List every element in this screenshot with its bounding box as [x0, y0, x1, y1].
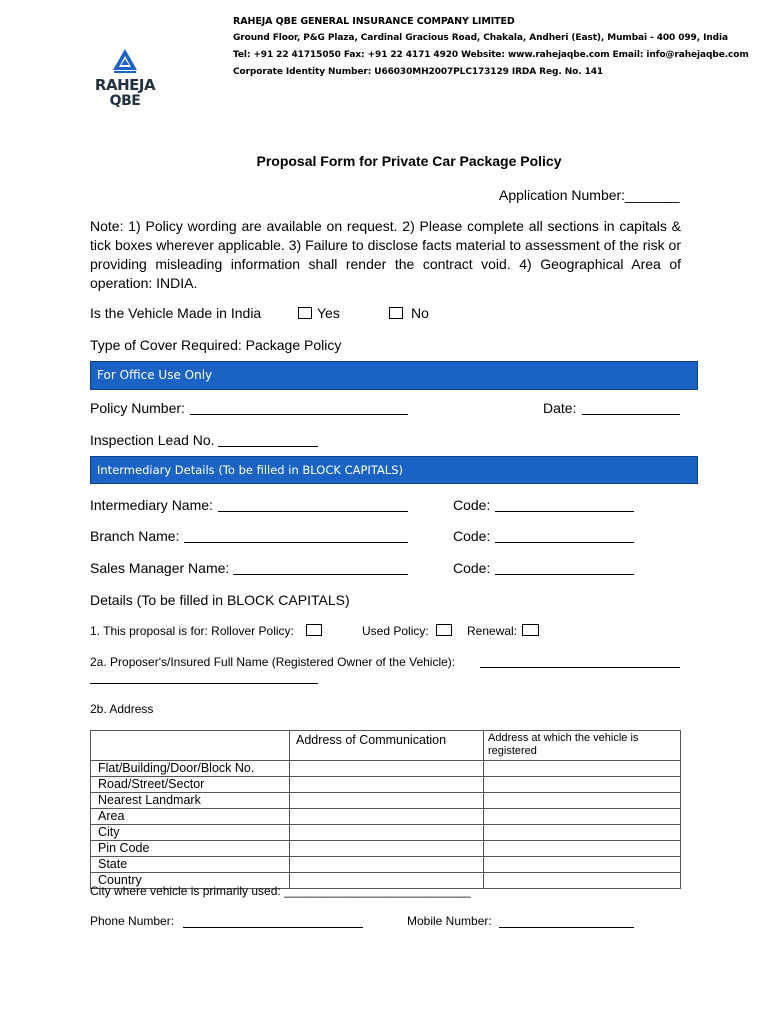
rollover-policy-checkbox[interactable]: [306, 624, 322, 636]
communication-cell[interactable]: [290, 857, 484, 873]
table-row: [91, 841, 681, 857]
company-contact: Tel: +91 22 41715050 Fax: +91 22 4171 4920 Website: www.rahejaqbe.com Email: info@rahejaqbe.com: [233, 50, 749, 60]
sales-manager-label: Sales Manager Name:: [90, 560, 230, 576]
sales-manager-code-field[interactable]: [495, 574, 634, 575]
application-number: Application Number:_______: [499, 187, 680, 203]
policy-number-field[interactable]: [190, 414, 408, 415]
logo-mark-icon: [92, 48, 158, 78]
table-row: [91, 825, 681, 841]
table-row: [91, 777, 681, 793]
row-label: State: [91, 857, 290, 873]
row-label: Road/Street/Sector: [91, 777, 290, 793]
used-policy-checkbox[interactable]: [436, 624, 452, 636]
company-cin: Corporate Identity Number: U66030MH2007PLC173129 IRDA Reg. No. 141: [233, 67, 604, 77]
made-in-india-no-checkbox[interactable]: [389, 307, 403, 319]
row-label: Nearest Landmark: [91, 793, 290, 809]
row-label: Country: [91, 873, 290, 889]
table-row: [91, 761, 681, 777]
registered-cell[interactable]: [484, 761, 681, 777]
no-label: No: [411, 305, 429, 321]
used-policy-label: Used Policy:: [362, 624, 429, 638]
registered-cell[interactable]: [484, 841, 681, 857]
sales-manager-field[interactable]: [233, 574, 408, 575]
branch-code-label: Code:: [453, 528, 491, 544]
registered-cell[interactable]: [484, 809, 681, 825]
registered-cell[interactable]: [484, 793, 681, 809]
intermediary-bar: [90, 456, 698, 484]
logo-text-qbe: QBE: [109, 93, 141, 109]
intermediary-name-label: Intermediary Name:: [90, 497, 213, 513]
office-use-bar: [90, 361, 698, 390]
communication-cell[interactable]: [290, 825, 484, 841]
form-title: Proposal Form for Private Car Package Policy: [256, 153, 562, 169]
table-row: [91, 857, 681, 873]
phone-number-label: Phone Number:: [90, 914, 175, 928]
address-header-blank: [91, 731, 290, 761]
address-label: 2b. Address: [90, 702, 154, 716]
intermediary-name-field[interactable]: [218, 511, 408, 512]
renewal-checkbox[interactable]: [522, 624, 539, 636]
branch-code-field[interactable]: [495, 542, 634, 543]
yes-label: Yes: [317, 305, 340, 321]
city-primary-use-label: City where vehicle is primarily used: ____________________________: [90, 884, 471, 898]
row-label: Flat/Building/Door/Block No.: [91, 761, 290, 777]
communication-cell[interactable]: [290, 793, 484, 809]
registered-cell[interactable]: [484, 777, 681, 793]
row-label: Pin Code: [91, 841, 290, 857]
mobile-number-field[interactable]: [499, 927, 634, 928]
policy-number-label: Policy Number:: [90, 400, 185, 416]
intermediary-code-label: Code:: [453, 497, 491, 513]
details-heading: Details (To be filled in BLOCK CAPITALS): [90, 592, 350, 608]
intermediary-code-field[interactable]: [495, 511, 634, 512]
communication-cell[interactable]: [290, 777, 484, 793]
date-field[interactable]: [582, 414, 680, 415]
inspection-lead-field[interactable]: [218, 446, 318, 447]
sales-manager-code-label: Code:: [453, 560, 491, 576]
communication-cell[interactable]: [290, 761, 484, 777]
intermediary-bar-label: Intermediary Details (To be filled in BLOCK CAPITALS): [97, 463, 403, 477]
phone-number-field[interactable]: [183, 927, 363, 928]
company-logo: [92, 48, 158, 110]
date-label: Date:: [543, 400, 577, 416]
row-label: City: [91, 825, 290, 841]
registered-cell[interactable]: [484, 873, 681, 889]
mobile-number-label: Mobile Number:: [407, 914, 492, 928]
proposal-for-label: 1. This proposal is for: Rollover Policy:: [90, 624, 294, 638]
branch-name-field[interactable]: [184, 542, 408, 543]
registered-cell[interactable]: [484, 825, 681, 841]
address-header-communication: Address of Communication: [290, 731, 484, 761]
renewal-label: Renewal:: [467, 624, 518, 638]
branch-name-label: Branch Name:: [90, 528, 180, 544]
table-row: [91, 793, 681, 809]
full-name-field[interactable]: [480, 667, 680, 668]
cover-type: Type of Cover Required: Package Policy: [90, 337, 342, 353]
address-header-registered: Address at which the vehicle is registered: [484, 731, 681, 761]
made-in-india-label: Is the Vehicle Made in India: [90, 305, 262, 321]
form-note: Note: 1) Policy wording are available on request. 2) Please complete all sections in capitals & tick boxes wherever applicable. 3) Failure to disclose facts material to assessment of the risk or providing misleading information shall render the contract void. 4) Geographical Area of operation: INDIA.: [90, 218, 681, 291]
table-row: [91, 809, 681, 825]
row-label: Area: [91, 809, 290, 825]
logo-text-raheja: RAHEJA: [94, 76, 156, 94]
company-name: RAHEJA QBE GENERAL INSURANCE COMPANY LIMITED: [233, 16, 515, 27]
full-name-label: 2a. Proposer's/Insured Full Name (Registered Owner of the Vehicle):: [90, 655, 456, 669]
company-address: Ground Floor, P&G Plaza, Cardinal Gracious Road, Chakala, Andheri (East), Mumbai - 400 099, India: [233, 33, 728, 43]
office-use-bar-label: For Office Use Only: [97, 368, 213, 382]
registered-cell[interactable]: [484, 857, 681, 873]
inspection-lead-label: Inspection Lead No.: [90, 432, 215, 448]
address-table: [90, 730, 681, 889]
made-in-india-yes-checkbox[interactable]: [298, 307, 312, 319]
communication-cell[interactable]: [290, 841, 484, 857]
address-table-header: [91, 731, 681, 761]
full-name-field-continued[interactable]: [90, 683, 318, 684]
communication-cell[interactable]: [290, 809, 484, 825]
